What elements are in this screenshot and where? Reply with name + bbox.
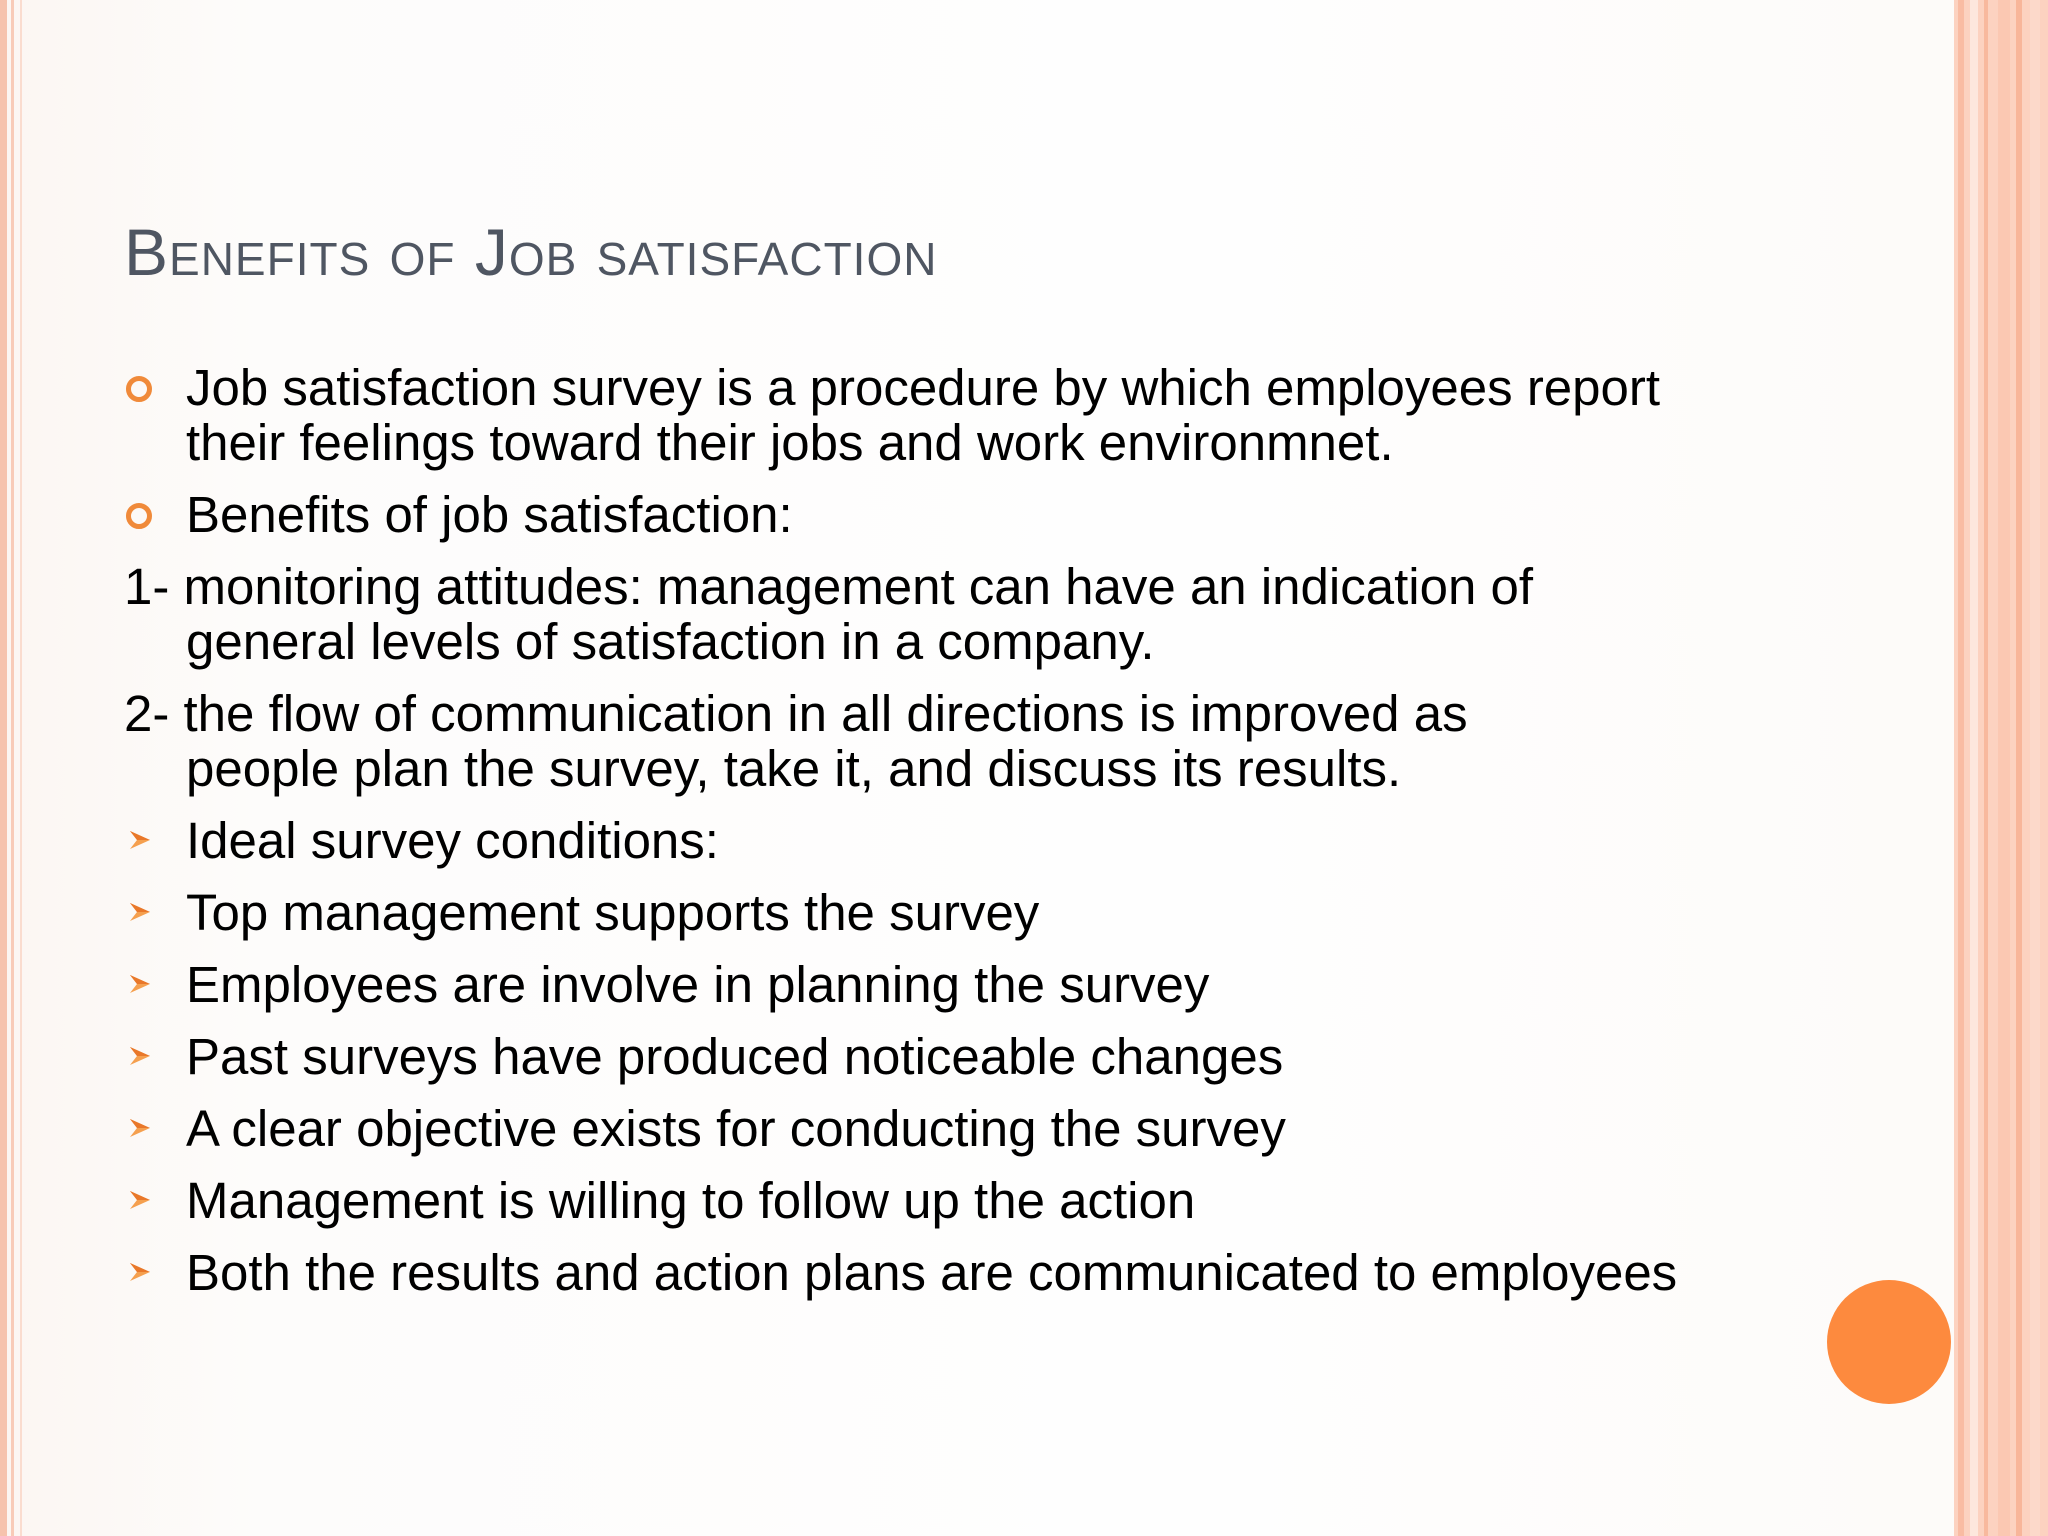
bullet-item bbox=[124, 360, 1764, 470]
numbered-text-line: 1- monitoring attitudes: management can have an indication of bbox=[124, 558, 1534, 615]
arrow-bullet-item bbox=[124, 1245, 1764, 1300]
bullet-text: Job satisfaction survey is a procedure by which employees report their feelings toward their jobs and work environmnet. bbox=[186, 359, 1661, 471]
right-stripe bbox=[1998, 0, 2010, 1536]
bullet-text: Management is willing to follow up the action bbox=[186, 1172, 1196, 1229]
arrow-bullet-item bbox=[124, 1029, 1764, 1084]
bullet-text: Benefits of job satisfaction: bbox=[186, 486, 793, 543]
right-stripe bbox=[2016, 0, 2022, 1536]
numbered-text-line: 2- the flow of communication in all directions is improved as bbox=[124, 685, 1468, 742]
bullet-text: Past surveys have produced noticeable changes bbox=[186, 1028, 1284, 1085]
circle-bullet-icon bbox=[126, 503, 152, 529]
arrow-bullet-icon bbox=[126, 969, 156, 999]
arrow-bullet-icon bbox=[126, 1113, 156, 1143]
arrow-bullet-item bbox=[124, 1101, 1764, 1156]
arrow-bullet-item bbox=[124, 885, 1764, 940]
left-border-line bbox=[0, 0, 7, 1536]
arrow-bullet-icon bbox=[126, 1185, 156, 1215]
right-stripe bbox=[1958, 0, 1964, 1536]
slide-title: Benefits of Job satisfaction bbox=[124, 215, 938, 289]
bullet-text: Top management supports the survey bbox=[186, 884, 1040, 941]
bullet-item bbox=[124, 487, 1764, 542]
arrow-bullet-icon bbox=[126, 1257, 156, 1287]
numbered-text-continuation: people plan the survey, take it, and discuss its results. bbox=[186, 740, 1402, 797]
arrow-bullet-icon bbox=[126, 1041, 156, 1071]
numbered-item bbox=[124, 686, 1764, 796]
right-stripe bbox=[1984, 0, 1988, 1536]
arrow-bullet-icon bbox=[126, 897, 156, 927]
left-border-line bbox=[11, 0, 14, 1536]
numbered-item bbox=[124, 559, 1764, 669]
numbered-text-continuation: general levels of satisfaction in a company. bbox=[186, 613, 1155, 670]
arrow-bullet-item bbox=[124, 1173, 1764, 1228]
bullet-text: A clear objective exists for conducting the survey bbox=[186, 1100, 1286, 1157]
arrow-bullet-item bbox=[124, 813, 1764, 868]
bullet-text: Ideal survey conditions: bbox=[186, 812, 719, 869]
arrow-bullet-item bbox=[124, 957, 1764, 1012]
arrow-bullet-icon bbox=[126, 825, 156, 855]
left-border-line bbox=[20, 0, 22, 1536]
bullet-text: Both the results and action plans are communicated to employees bbox=[186, 1244, 1678, 1301]
right-stripe bbox=[2030, 0, 2040, 1536]
orange-circle-decoration bbox=[1827, 1280, 1951, 1404]
bullet-text: Employees are involve in planning the survey bbox=[186, 956, 1210, 1013]
circle-bullet-icon bbox=[126, 376, 152, 402]
right-stripe bbox=[1970, 0, 1978, 1536]
slide-body bbox=[124, 360, 1764, 1317]
